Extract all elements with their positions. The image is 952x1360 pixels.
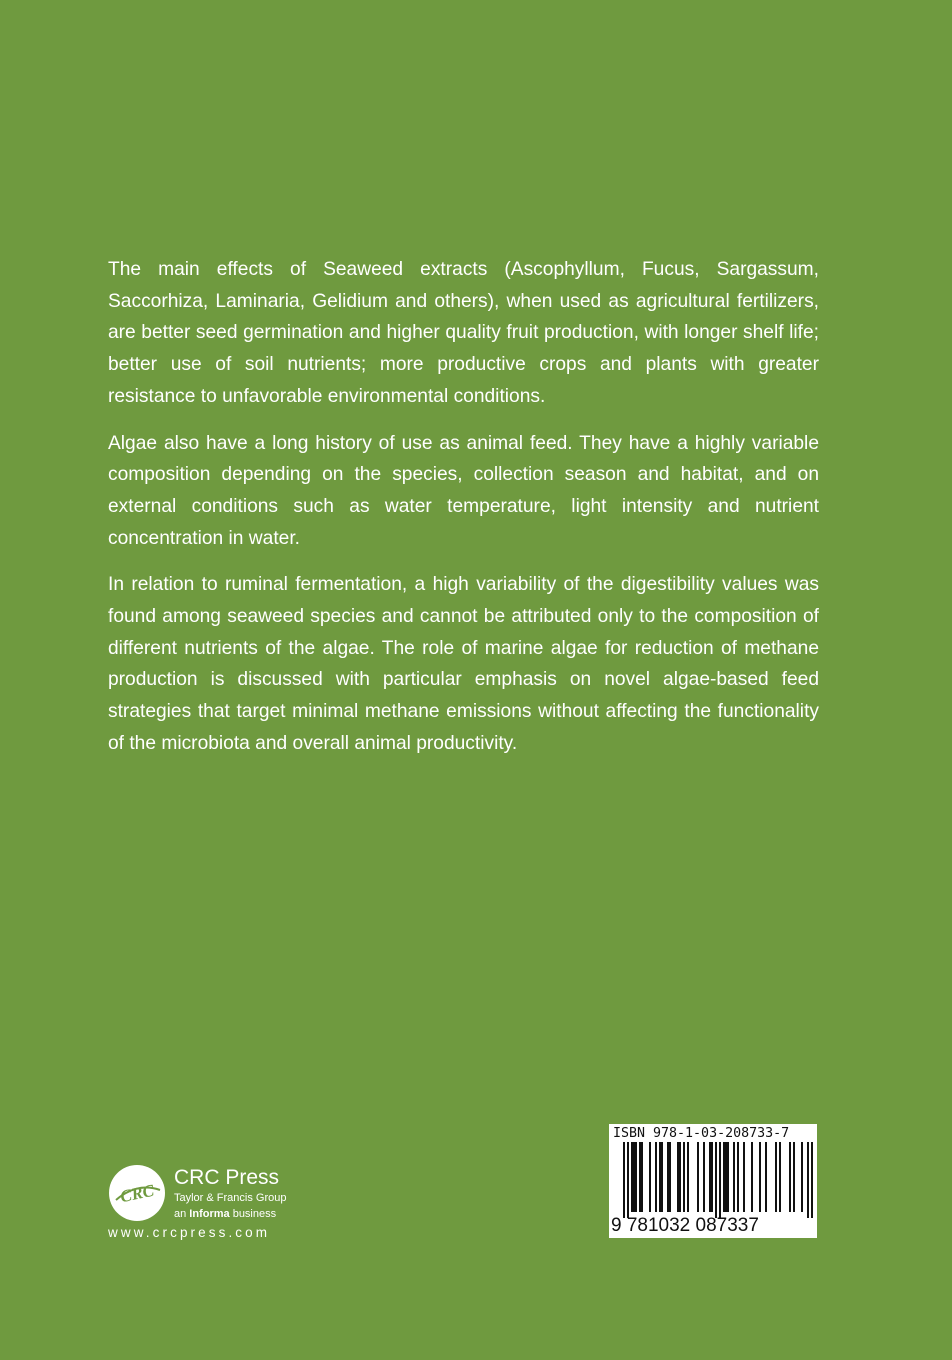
barcode-bar [737, 1142, 739, 1212]
barcode-bar [723, 1142, 725, 1212]
barcode-bar [715, 1142, 717, 1218]
publisher-informa-line [174, 1207, 276, 1221]
barcode-bar [807, 1142, 809, 1218]
barcode-bar [683, 1142, 685, 1212]
barcode-bar [677, 1142, 679, 1212]
blurb-paragraph-1: The main effects of Seaweed extracts (Ascophyllum, Fucus, Sargassum, Saccorhiza, Laminaria, Gelidium and others), when used as agricultural fertilizers, are better seed germination and higher quality fruit production, with longer shelf life; better use of soil nutrients; more productive crops and plants with greater resistance to unfavorable environmental conditions. [108, 259, 819, 407]
barcode-bar [655, 1142, 657, 1212]
barcode-bar [633, 1142, 635, 1212]
barcode-bar [697, 1142, 699, 1212]
barcode-bar [667, 1142, 669, 1212]
barcode-bar [759, 1142, 761, 1212]
barcode-bar [743, 1142, 745, 1212]
publisher-name: CRC Press [174, 1166, 280, 1189]
barcode-bar [627, 1142, 629, 1218]
barcode-bar [623, 1142, 625, 1218]
barcode-bar [779, 1142, 781, 1212]
barcode-bar [639, 1142, 641, 1212]
blurb-paragraph-2: Algae also have a long history of use as animal feed. They have a highly variable composition depending on the species, collection season and habitat, and on external conditions such as water temperature, light intensity and nutrient concentration in water. [108, 432, 819, 549]
barcode-bar [727, 1142, 729, 1212]
barcode-bar [765, 1142, 767, 1212]
barcode-bar [719, 1142, 721, 1218]
barcode-bar [703, 1142, 705, 1212]
barcode-bar [789, 1142, 791, 1212]
barcode-bar [811, 1142, 813, 1218]
back-cover-blurb [108, 254, 819, 775]
barcode-bar [679, 1142, 681, 1212]
publisher-group: Taylor & Francis Group [174, 1192, 287, 1204]
barcode-bar [733, 1142, 735, 1212]
barcode-bar [687, 1142, 689, 1212]
barcode-bar [631, 1142, 633, 1212]
informa-prefix: an [174, 1208, 190, 1220]
crc-logo-text: CRC [118, 1180, 156, 1207]
barcode-bar [801, 1142, 803, 1212]
barcode-bar [751, 1142, 753, 1212]
informa-suffix: business [229, 1208, 277, 1220]
barcode-bars [609, 1142, 817, 1218]
publisher-url: www.crcpress.com [108, 1225, 271, 1240]
barcode-bar [659, 1142, 661, 1212]
blurb-paragraph-3: In relation to ruminal fermentation, a high variability of the digestibility values was found among seaweed species and cannot be attributed only to the composition of different nutrients of the algae. The role of marine algae for reduction of methane production is discussed with particular emphasis on novel algae-based feed strategies that target minimal methane emissions without affecting the functionality of the microbiota and overall animal productivity. [108, 574, 819, 754]
barcode-bar [641, 1142, 643, 1212]
isbn-barcode [609, 1124, 817, 1238]
barcode-bar [775, 1142, 777, 1212]
isbn-label: ISBN 978-1-03-208733-7 [613, 1126, 790, 1141]
barcode-bar [661, 1142, 663, 1212]
publisher-block [106, 1160, 366, 1250]
barcode-bar [635, 1142, 637, 1212]
barcode-bar [711, 1142, 713, 1212]
barcode-digits: 9 781032 087337 [611, 1215, 759, 1236]
barcode-bar [669, 1142, 671, 1212]
informa-brand: Informa [189, 1208, 230, 1220]
barcode-bar [709, 1142, 711, 1212]
crc-press-logo [108, 1164, 166, 1222]
barcode-bar [793, 1142, 795, 1212]
barcode-bar [725, 1142, 727, 1212]
barcode-bar [649, 1142, 651, 1212]
